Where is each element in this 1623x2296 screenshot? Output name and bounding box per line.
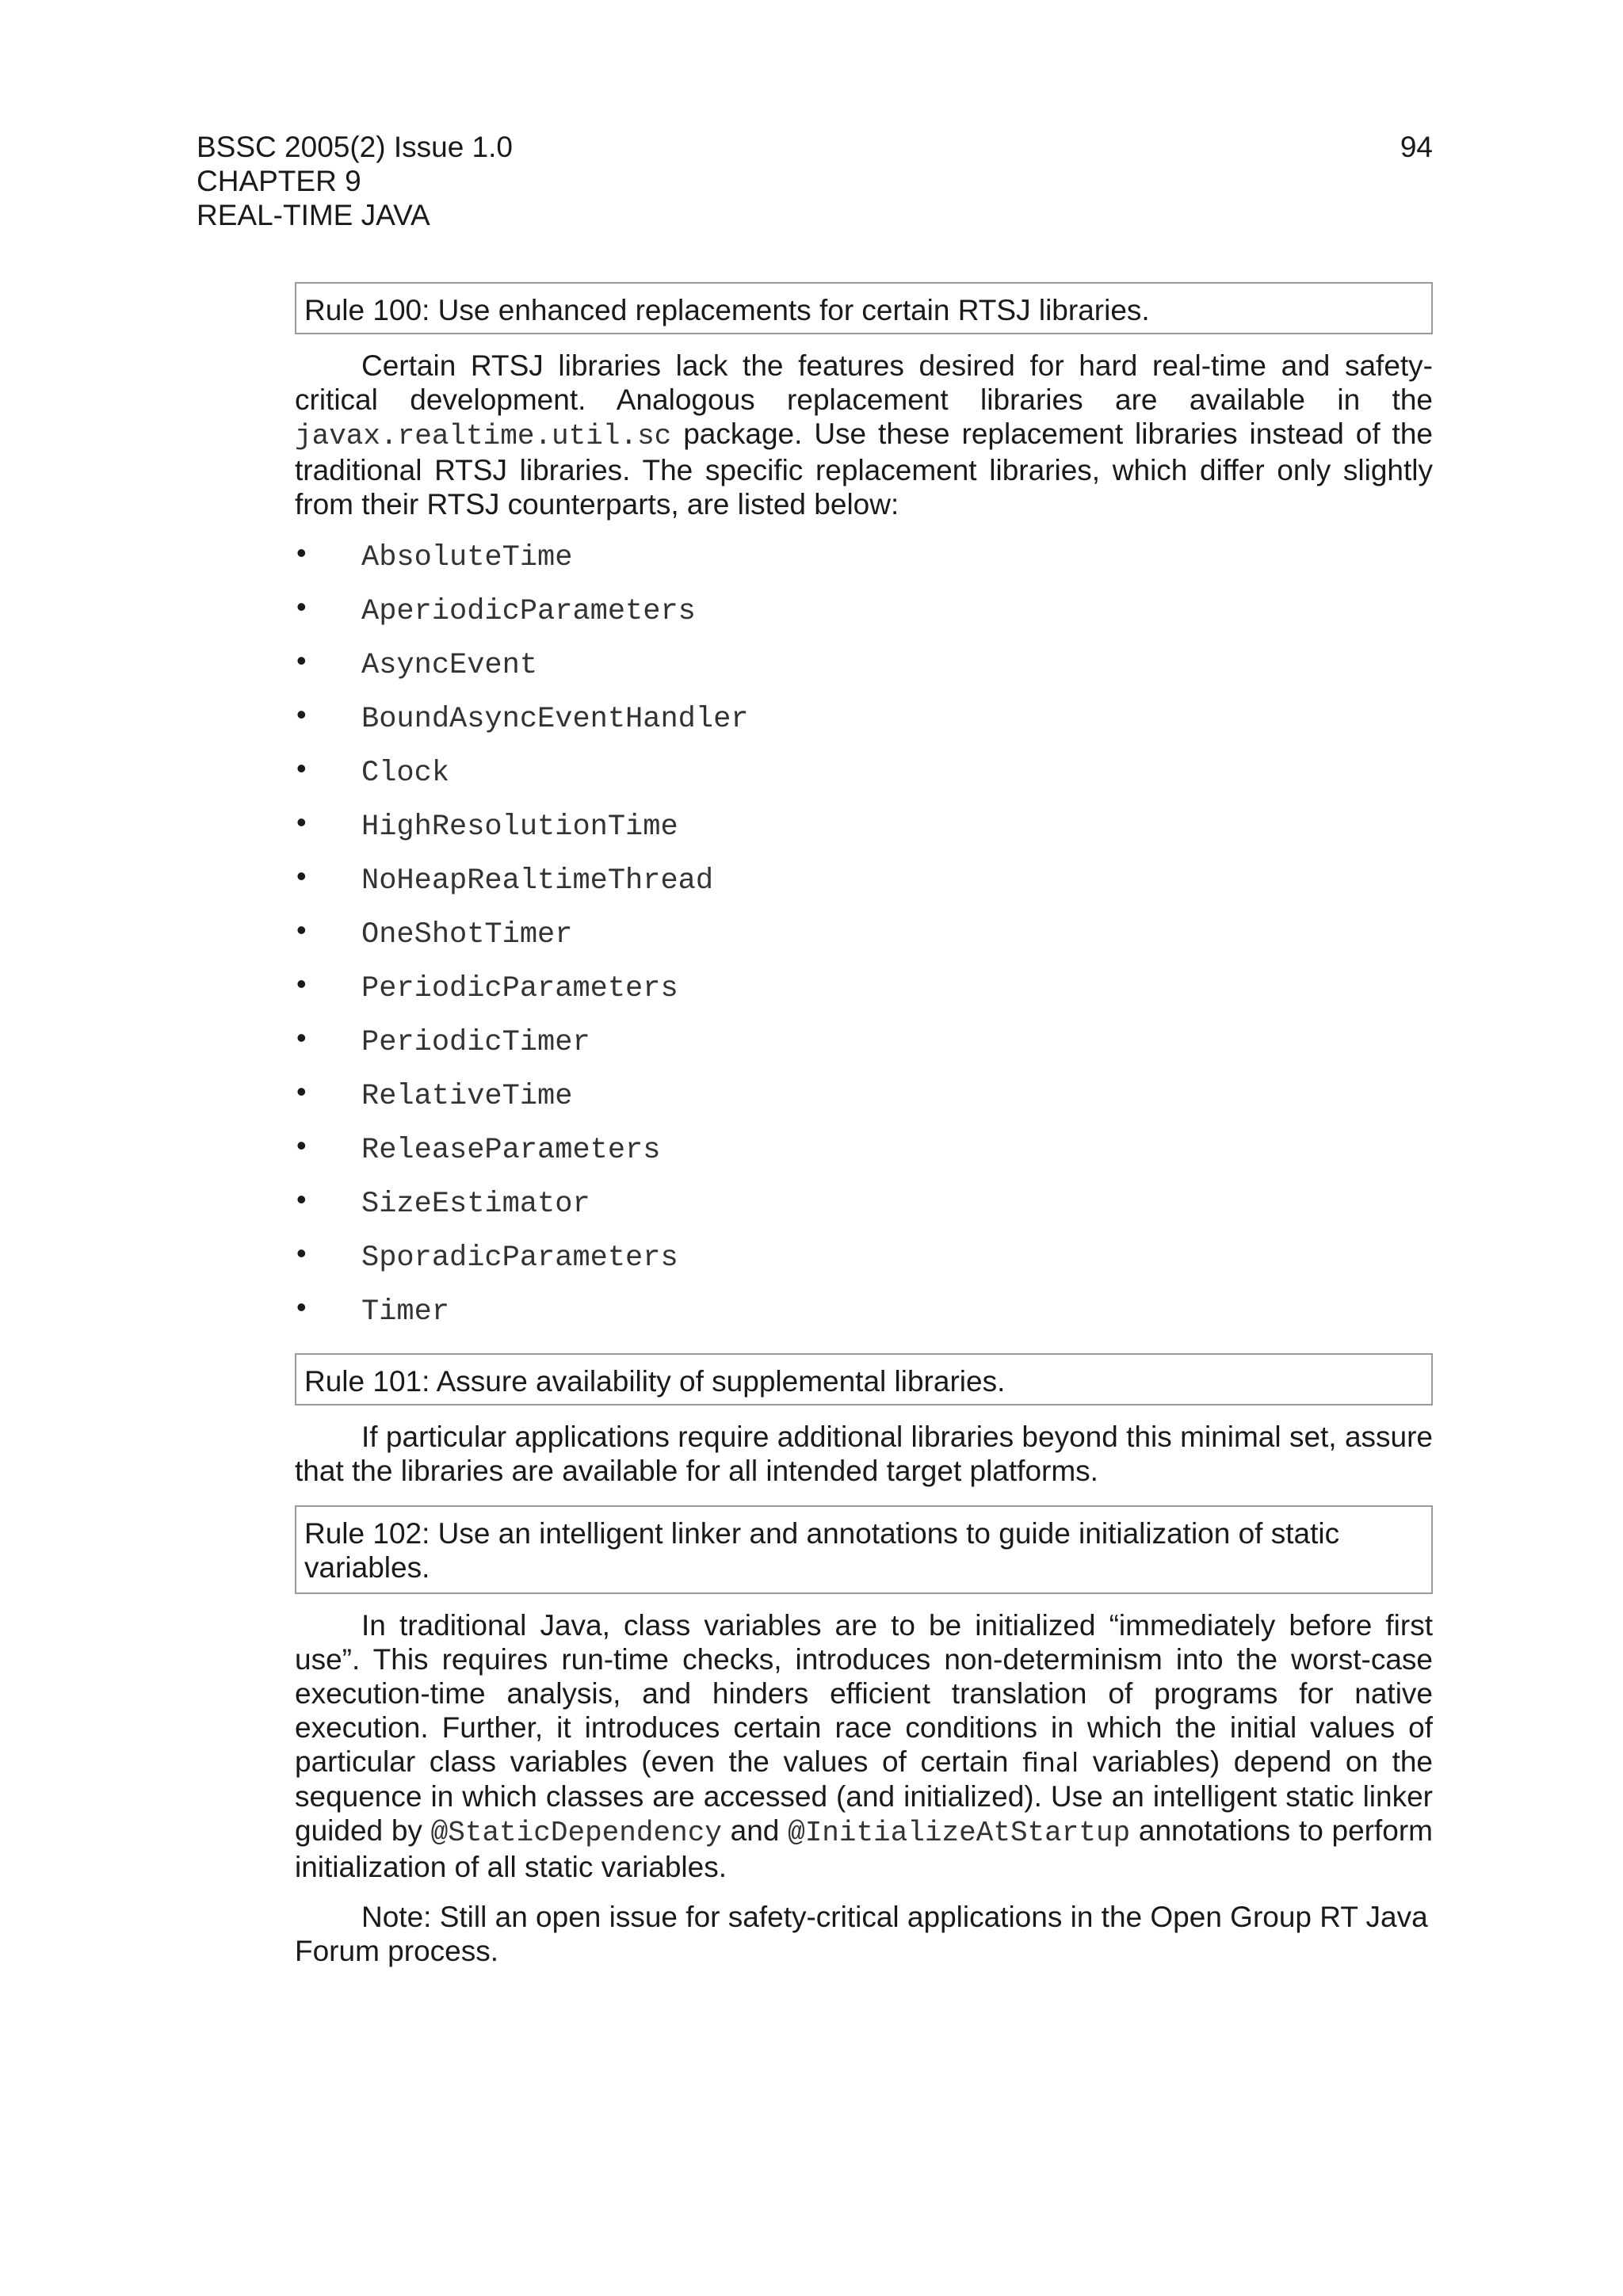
rule-100-paragraph — [295, 349, 1433, 521]
library-name: RelativeTime — [361, 1080, 573, 1113]
list-item — [295, 968, 1433, 1022]
bullet-icon: • — [296, 698, 307, 730]
library-name: Timer — [361, 1295, 450, 1329]
library-name: ReleaseParameters — [361, 1134, 661, 1167]
list-item — [295, 1291, 1433, 1345]
rule-102-paragraph — [295, 1608, 1433, 1884]
list-item — [295, 537, 1433, 591]
bullet-icon: • — [296, 644, 307, 677]
library-name: PeriodicTimer — [361, 1026, 590, 1059]
bullet-icon: • — [296, 752, 307, 784]
doc-id: BSSC 2005(2) Issue 1.0 — [197, 131, 513, 163]
rule-102-title: Rule 102: Use an intelligent linker and annotations to guide initialization of static variables. — [304, 1517, 1340, 1584]
list-item — [295, 1076, 1433, 1130]
bullet-icon: • — [296, 1291, 307, 1323]
library-name: BoundAsyncEventHandler — [361, 703, 749, 736]
rule-100-title: Rule 100: Use enhanced replacements for certain RTSJ libraries. — [304, 294, 1150, 326]
library-name: AbsoluteTime — [361, 541, 573, 574]
chapter-number: CHAPTER 9 — [197, 165, 361, 197]
static-dependency-annotation: @StaticDependency — [430, 1817, 722, 1849]
rule-101-title: Rule 101: Assure availability of supplemental libraries. — [304, 1365, 1006, 1398]
bullet-icon: • — [296, 1129, 307, 1161]
chapter-title: REAL-TIME JAVA — [197, 199, 430, 231]
list-item — [295, 860, 1433, 914]
list-item — [295, 753, 1433, 807]
list-item — [295, 591, 1433, 645]
bullet-icon: • — [296, 1021, 307, 1054]
list-item — [295, 1184, 1433, 1238]
rule-100-box — [295, 282, 1433, 334]
list-item — [295, 699, 1433, 753]
bullet-icon: • — [296, 967, 307, 1000]
list-item — [295, 1238, 1433, 1291]
rule-102-text-4: annotations to perform initialization of all static variables. — [295, 1814, 1434, 1883]
library-name: AsyncEvent — [361, 649, 538, 682]
rule-102-note: Note: Still an open issue for safety-critical applications in the Open Group RT Java Forum process. — [295, 1901, 1428, 1967]
library-name: PeriodicParameters — [361, 972, 678, 1005]
final-keyword: final — [1022, 1747, 1079, 1778]
list-item — [295, 1130, 1433, 1184]
bullet-icon: • — [296, 1075, 307, 1108]
library-name: NoHeapRealtimeThread — [361, 864, 714, 898]
bullet-icon: • — [296, 913, 307, 946]
package-name: javax.realtime.util.sc — [295, 420, 672, 452]
rule-102-text-2: variables) depend on the sequence in which classes are accessed (and initialized). Use an intelligent static linker guided by — [295, 1745, 1434, 1847]
library-name: SizeEstimator — [361, 1188, 590, 1221]
bullet-icon: • — [296, 1237, 307, 1269]
rule-100-text-1: Certain RTSJ libraries lack the features desired for hard real-time and safety-critical development. Analogous replacement libraries are available in the — [295, 349, 1433, 416]
list-item — [295, 645, 1433, 699]
bullet-icon: • — [296, 860, 307, 892]
library-name: Clock — [361, 757, 450, 790]
page-header — [197, 130, 1433, 232]
rule-102-text-3: and — [721, 1814, 789, 1847]
initialize-at-startup-annotation: @InitializeAtStartup — [788, 1817, 1131, 1849]
rule-101-paragraph: If particular applications require additional libraries beyond this minimal set, assure that the libraries are available for all intended target platforms. — [295, 1421, 1433, 1487]
library-name: AperiodicParameters — [361, 595, 696, 628]
list-item — [295, 914, 1433, 968]
page-number: 94 — [1400, 131, 1433, 163]
bullet-icon: • — [296, 1183, 307, 1215]
list-item — [295, 1022, 1433, 1076]
library-name: SporadicParameters — [361, 1241, 678, 1275]
bullet-icon: • — [296, 536, 307, 569]
bullet-icon: • — [296, 806, 307, 838]
rule-101-box — [295, 1353, 1433, 1405]
library-list — [295, 537, 1433, 1345]
page-content — [295, 282, 1433, 1968]
bullet-icon: • — [296, 590, 307, 623]
rule-100-text-2: package. Use these replacement libraries instead of the traditional RTSJ libraries. The specific replacement libraries, which differ only slightly from their RTSJ counterparts, are listed below: — [295, 418, 1433, 521]
rule-102-text-1: In traditional Java, class variables are to be initialized “immediately before first use”. This requires run-time checks, introduces non-determinism into the worst-case execution-time analysis, and hinders efficient translation of programs for native execution. Further, it introduces certain race conditions in which the initial values of particular class variables (even the values of certain — [295, 1609, 1433, 1778]
library-name: OneShotTimer — [361, 918, 573, 952]
library-name: HighResolutionTime — [361, 810, 678, 844]
rule-102-box — [295, 1505, 1433, 1594]
list-item — [295, 807, 1433, 860]
